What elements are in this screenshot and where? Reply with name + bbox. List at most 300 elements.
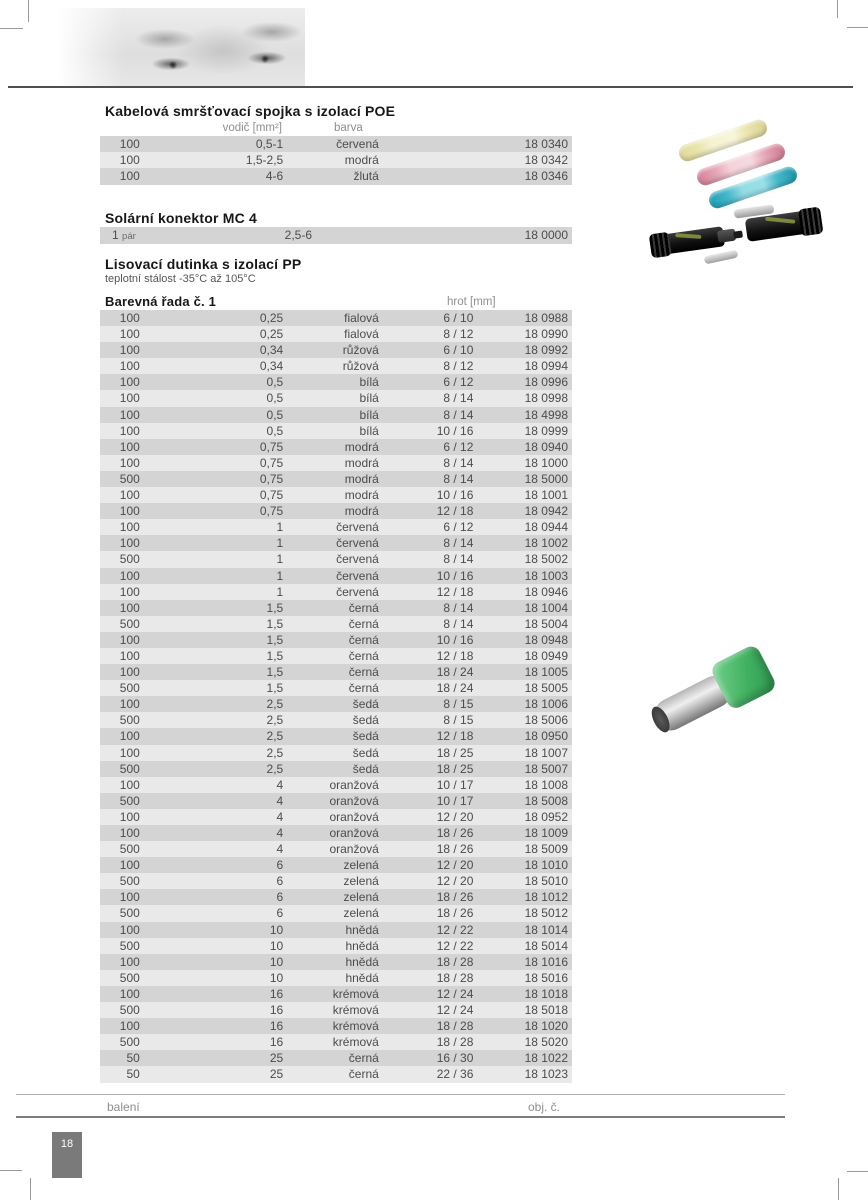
crop-mark <box>838 1178 839 1200</box>
cell-size: 10 <box>269 922 284 937</box>
cell-color: hnědá <box>345 970 379 985</box>
table-row <box>100 986 572 1002</box>
cell-order-number: 18 1010 <box>524 858 568 873</box>
cell-hrot: 10 / 16 <box>436 423 474 438</box>
cell-color: černá <box>348 648 379 663</box>
table-row <box>100 905 572 921</box>
cell-size: 0,34 <box>259 359 284 374</box>
cell-size: 4 <box>276 826 284 840</box>
cell-color: bílá <box>359 423 379 438</box>
cell-color: šedá <box>352 713 379 728</box>
table-row <box>100 841 572 857</box>
cell-order-number: 18 1016 <box>524 954 568 969</box>
cell-order-number: 18 0998 <box>524 391 568 406</box>
mc4-connector-body <box>653 226 725 256</box>
cell-packaging: 100 <box>119 600 140 615</box>
cell-size: 2,5 <box>266 761 284 776</box>
table-row <box>100 809 572 825</box>
cell-size: 1,5 <box>266 600 284 615</box>
cell-size: 4 <box>276 809 284 824</box>
cell-packaging: 500 <box>119 874 140 889</box>
cell-packaging: 100 <box>119 1019 140 1034</box>
cell-size: 16 <box>269 1019 284 1034</box>
table-row <box>100 374 572 390</box>
table-row <box>100 873 572 889</box>
cell-color: modrá <box>344 488 379 503</box>
cell-order-number: 18 0346 <box>524 169 568 184</box>
metal-pin <box>704 250 739 265</box>
cell-packaging: 100 <box>119 777 140 792</box>
cell-color: bílá <box>359 391 379 406</box>
cell-size: 0,75 <box>259 488 284 503</box>
table-row <box>100 423 572 439</box>
mc4-solar-connector-photo <box>652 200 827 272</box>
cell-color: fialová <box>344 327 379 342</box>
table-row <box>100 712 572 728</box>
cell-order-number: 18 0000 <box>524 228 568 242</box>
cell-hrot: 12 / 24 <box>436 1003 474 1018</box>
table-row <box>100 600 572 616</box>
cell-hrot: 18 / 28 <box>436 970 474 985</box>
cell-color: fialová <box>344 311 379 325</box>
crop-mark <box>0 1170 22 1171</box>
cell-order-number: 18 0946 <box>524 584 568 599</box>
cell-size: 10 <box>269 938 284 953</box>
series-label: Barevná řada č. 1 <box>105 294 217 309</box>
cell-hrot: 10 / 16 <box>436 632 474 647</box>
cell-size: 1,5 <box>266 681 284 696</box>
table-row <box>100 455 572 471</box>
table-row <box>100 970 572 986</box>
cell-size: 6 <box>276 858 284 873</box>
cell-color: krémová <box>332 1003 379 1018</box>
cell-color: oranžová <box>329 809 379 824</box>
cell-order-number: 18 0992 <box>524 343 568 358</box>
cell-hrot: 16 / 30 <box>436 1051 474 1066</box>
cell-order-number: 18 5020 <box>524 1035 568 1050</box>
mc4-ridged-nut <box>649 232 672 259</box>
cell-packaging: 100 <box>119 986 140 1001</box>
cell-spacer <box>312 227 473 244</box>
cell-size: 6 <box>276 906 284 921</box>
cell-color: černá <box>348 616 379 631</box>
mc4-qty: 1 <box>112 228 119 242</box>
cell-packaging: 100 <box>119 375 140 390</box>
cell-size: 2,5 <box>266 745 284 760</box>
table-row <box>100 728 572 744</box>
cell-order-number: 18 1012 <box>524 890 568 905</box>
cell-order-number: 18 0342 <box>524 153 568 168</box>
cell-order-number: 18 1001 <box>524 488 568 503</box>
cell-color: zelená <box>343 874 379 889</box>
cell-order-number: 18 0340 <box>524 137 568 151</box>
cell-color: černá <box>348 1051 379 1066</box>
cell-hrot: 18 / 24 <box>436 681 474 696</box>
cell-order-number: 18 4998 <box>524 407 568 422</box>
cell-size: 10 <box>269 970 284 985</box>
cell-size: 0,75 <box>259 471 284 486</box>
cell-size: 2,5-6 <box>284 228 312 242</box>
cell-color: růžová <box>342 343 379 358</box>
cell-color: černá <box>348 600 379 615</box>
cell-packaging: 100 <box>119 954 140 969</box>
cell-size: 0,75 <box>259 455 284 470</box>
mc4-ridged-nut <box>798 207 824 237</box>
cell-hrot: 18 / 25 <box>436 745 474 760</box>
cell-hrot: 18 / 26 <box>436 842 474 857</box>
table-row <box>100 954 572 970</box>
cell-hrot: 18 / 25 <box>436 761 474 776</box>
table-row <box>100 439 572 455</box>
table-row <box>100 1066 572 1082</box>
cell-order-number: 18 5009 <box>524 842 568 857</box>
crop-mark <box>847 1171 868 1172</box>
cell-color: černá <box>348 665 379 680</box>
cell-color: oranžová <box>329 826 379 840</box>
cell-hrot: 8 / 12 <box>443 359 474 374</box>
cell-packaging: 500 <box>119 793 140 808</box>
cell-color: oranžová <box>329 842 379 857</box>
cell-size: 4 <box>276 793 284 808</box>
cell-packaging: 100 <box>119 809 140 824</box>
cell-size: 1,5-2,5 <box>245 153 284 168</box>
table-row <box>100 487 572 503</box>
cell-packaging: 100 <box>119 568 140 583</box>
cell-packaging: 100 <box>119 327 140 342</box>
cell-color: zelená <box>343 906 379 921</box>
crop-mark <box>837 0 838 18</box>
table-row <box>100 1050 572 1066</box>
cell-order-number: 18 1023 <box>524 1067 568 1082</box>
cell-hrot: 10 / 16 <box>436 488 474 503</box>
column-header-hrot: hrot [mm] <box>447 296 496 308</box>
cell-size: 1,5 <box>266 648 284 663</box>
table-row <box>100 938 572 954</box>
table-row <box>100 1018 572 1034</box>
table-row <box>100 551 572 567</box>
cell-hrot: 18 / 28 <box>436 954 474 969</box>
cell-order-number: 18 5018 <box>524 1003 568 1018</box>
cell-color: černá <box>348 632 379 647</box>
table-row <box>100 152 572 168</box>
cell-color: bílá <box>359 407 379 422</box>
crop-mark <box>847 27 868 28</box>
cell-order-number: 18 0944 <box>524 520 568 535</box>
cell-order-number: 18 1003 <box>524 568 568 583</box>
header-rule <box>8 86 853 88</box>
cell-order-number: 18 1014 <box>524 922 568 937</box>
cell-hrot: 18 / 28 <box>436 1019 474 1034</box>
cell-hrot: 8 / 14 <box>443 536 474 551</box>
mc4-marking <box>675 233 701 239</box>
cell-order-number: 18 1008 <box>524 777 568 792</box>
cell-order-number: 18 1018 <box>524 986 568 1001</box>
table-row <box>100 407 572 423</box>
cell-order-number: 18 0940 <box>524 439 568 454</box>
cell-packaging: 500 <box>119 616 140 631</box>
mc4-marking <box>765 217 795 224</box>
cell-hrot: 12 / 20 <box>436 874 474 889</box>
cell-hrot: 12 / 22 <box>436 938 474 953</box>
cell-hrot: 10 / 17 <box>436 793 474 808</box>
cell-hrot: 8 / 12 <box>443 327 474 342</box>
cell-packaging: 100 <box>119 407 140 422</box>
cell-size: 16 <box>269 1035 284 1050</box>
cell-order-number: 18 0994 <box>524 359 568 374</box>
footer-thin-rule <box>16 1094 785 1095</box>
footer-label-baleni: balení <box>107 1100 140 1114</box>
cell-color: šedá <box>352 761 379 776</box>
cell-size: 0,5 <box>266 423 284 438</box>
cell-order-number: 18 1002 <box>524 536 568 551</box>
cell-order-number: 18 1006 <box>524 697 568 712</box>
cell-color: hnědá <box>345 938 379 953</box>
cell-packaging: 100 <box>119 520 140 535</box>
table-row <box>100 136 572 152</box>
cell-hrot <box>379 152 474 168</box>
cell-size: 0,5 <box>266 391 284 406</box>
cell-packaging: 100 <box>119 359 140 374</box>
cell-size: 1,5 <box>266 616 284 631</box>
cell-color: zelená <box>343 890 379 905</box>
cell-hrot <box>379 168 474 184</box>
cell-order-number: 18 5005 <box>524 681 568 696</box>
crop-mark <box>28 0 29 22</box>
cell-hrot: 12 / 20 <box>436 858 474 873</box>
ferrule-assembly <box>644 640 785 749</box>
pp-table <box>100 310 572 1083</box>
table-row <box>100 664 572 680</box>
cell-packaging: 500 <box>119 552 140 567</box>
cell-color: šedá <box>352 729 379 744</box>
cell-size: 16 <box>269 1003 284 1018</box>
cell-hrot: 18 / 26 <box>436 890 474 905</box>
cell-order-number: 18 0996 <box>524 375 568 390</box>
section-title-poe: Kabelová smršťovací spojka s izolací POE <box>105 103 396 119</box>
cell-hrot: 6 / 12 <box>443 439 474 454</box>
cell-color: červená <box>336 552 379 567</box>
cell-order-number: 18 5006 <box>524 713 568 728</box>
cell-order-number: 18 5000 <box>524 471 568 486</box>
cell-hrot: 12 / 18 <box>436 729 474 744</box>
table-row <box>100 889 572 905</box>
cell-packaging: 100 <box>119 536 140 551</box>
heat-shrink-splices-photo <box>665 118 800 213</box>
cell-size: 1 <box>276 568 284 583</box>
cell-color: modrá <box>344 153 379 168</box>
cell-hrot: 12 / 20 <box>436 809 474 824</box>
cell-size: 0,5 <box>266 375 284 390</box>
cell-size: 4 <box>276 777 284 792</box>
cell-size: 0,25 <box>259 327 284 342</box>
cell-size: 1 <box>276 552 284 567</box>
cell-order-number: 18 0942 <box>524 504 568 519</box>
cell-size: 16 <box>269 986 284 1001</box>
cell-hrot: 8 / 14 <box>443 552 474 567</box>
cell-order-number: 18 0950 <box>524 729 568 744</box>
cell-hrot: 12 / 24 <box>436 986 474 1001</box>
green-insulated-ferrule-photo <box>648 642 788 742</box>
cell-packaging: 500 <box>119 713 140 728</box>
cell-packaging: 100 <box>119 665 140 680</box>
table-row <box>100 1034 572 1050</box>
cell-size: 4 <box>276 842 284 857</box>
cell-packaging: 500 <box>119 681 140 696</box>
cell-hrot: 8 / 14 <box>443 600 474 615</box>
cell-packaging: 100 <box>119 455 140 470</box>
cell-order-number: 18 0990 <box>524 327 568 342</box>
cell-hrot: 8 / 14 <box>443 391 474 406</box>
table-row <box>100 825 572 841</box>
cell-packaging: 100 <box>119 697 140 712</box>
cell-packaging: 100 <box>119 632 140 647</box>
cell-order-number: 18 5014 <box>524 938 568 953</box>
cell-order-number: 18 1007 <box>524 745 568 760</box>
cell-packaging: 100 <box>119 137 140 151</box>
page-number: 18 <box>60 1138 74 1150</box>
cell-hrot: 10 / 17 <box>436 777 474 792</box>
cell-color: hnědá <box>345 922 379 937</box>
cell-packaging: 100 <box>119 423 140 438</box>
section-title-mc4: Solární konektor MC 4 <box>105 210 258 226</box>
cell-order-number: 18 5004 <box>524 616 568 631</box>
cell-color: šedá <box>352 697 379 712</box>
cell-color: oranžová <box>329 777 379 792</box>
cell-packaging: 100 <box>119 745 140 760</box>
cell-packaging: 100 <box>119 343 140 358</box>
page-number-badge <box>52 1132 82 1178</box>
cell-order-number: 18 5016 <box>524 970 568 985</box>
cell-color: hnědá <box>345 954 379 969</box>
cell-packaging: 100 <box>119 584 140 599</box>
cell-hrot: 10 / 16 <box>436 568 474 583</box>
cell-hrot: 12 / 22 <box>436 922 474 937</box>
cell-packaging: 50 <box>126 1067 140 1082</box>
cell-size: 2,5 <box>266 713 284 728</box>
cell-packaging: 100 <box>119 504 140 519</box>
cell-size: 6 <box>276 890 284 905</box>
table-row <box>100 310 572 326</box>
cell-size: 1 <box>276 536 284 551</box>
table-row <box>100 584 572 600</box>
cell-color: červená <box>336 536 379 551</box>
cell-hrot: 6 / 12 <box>443 520 474 535</box>
footer-thick-rule <box>16 1116 785 1118</box>
cell-order-number: 18 0952 <box>524 809 568 824</box>
table-row <box>100 1002 572 1018</box>
cell-order-number: 18 1005 <box>524 665 568 680</box>
cell-hrot: 18 / 24 <box>436 665 474 680</box>
cell-packaging: 100 <box>119 169 140 184</box>
poe-table <box>100 136 572 185</box>
table-row <box>100 390 572 406</box>
cell-hrot: 12 / 18 <box>436 648 474 663</box>
cell-order-number: 18 1020 <box>524 1019 568 1034</box>
cell-hrot: 8 / 14 <box>443 616 474 631</box>
table-row <box>100 857 572 873</box>
cell-hrot: 22 / 36 <box>436 1067 474 1082</box>
cell-packaging: 100 <box>119 648 140 663</box>
cell-size: 25 <box>269 1067 284 1082</box>
table-row <box>100 745 572 761</box>
cell-order-number: 18 1022 <box>524 1051 568 1066</box>
cell-color: černá <box>348 681 379 696</box>
table-row <box>100 503 572 519</box>
table-row <box>100 922 572 938</box>
cell-packaging: 100 <box>119 729 140 744</box>
table-row <box>100 777 572 793</box>
cell-color: zelená <box>343 858 379 873</box>
table-row <box>100 616 572 632</box>
table-row <box>100 568 572 584</box>
cell-hrot: 8 / 14 <box>443 471 474 486</box>
cell-hrot: 6 / 10 <box>443 311 474 325</box>
cell-packaging: 500 <box>119 938 140 953</box>
cell-color: modrá <box>344 439 379 454</box>
cell-color: krémová <box>332 1035 379 1050</box>
cell-hrot: 6 / 12 <box>443 375 474 390</box>
cell-order-number: 18 1004 <box>524 600 568 615</box>
cell-size: 0,75 <box>259 504 284 519</box>
cell-packaging: 100 <box>119 153 140 168</box>
cell-size: 0,5 <box>266 407 284 422</box>
cell-color: růžová <box>342 359 379 374</box>
cell-color: šedá <box>352 745 379 760</box>
cell-hrot: 12 / 18 <box>436 504 474 519</box>
table-row <box>100 761 572 777</box>
cell-size: 0,5-1 <box>255 137 284 151</box>
cell-size: 2,5 <box>266 729 284 744</box>
cell-size: 4-6 <box>265 169 284 184</box>
cell-packaging: 500 <box>119 761 140 776</box>
cell-size: 1,5 <box>266 665 284 680</box>
crop-mark <box>0 28 23 29</box>
cell-size: 10 <box>269 954 284 969</box>
cell-color: červená <box>336 137 379 151</box>
cell-size: 2,5 <box>266 697 284 712</box>
cell-order-number: 18 5010 <box>524 874 568 889</box>
cell-hrot: 18 / 28 <box>436 1035 474 1050</box>
cell-order-number: 18 0999 <box>524 423 568 438</box>
cell-hrot: 8 / 14 <box>443 407 474 422</box>
cell-packaging: 100 <box>119 439 140 454</box>
table-row <box>100 648 572 664</box>
table-row <box>100 168 572 184</box>
cell-packaging: 100 <box>119 890 140 905</box>
cell-hrot: 12 / 18 <box>436 584 474 599</box>
column-header-barva: barva <box>334 122 363 134</box>
cell-order-number: 18 0949 <box>524 648 568 663</box>
cell-color: žlutá <box>353 169 379 184</box>
cell-color: černá <box>348 1067 379 1082</box>
cell-packaging: 100 <box>119 391 140 406</box>
cell-packaging: 500 <box>119 1003 140 1018</box>
mc4-connector-tip <box>733 231 743 239</box>
cell-color: oranžová <box>329 793 379 808</box>
cell-order-number: 18 5002 <box>524 552 568 567</box>
mc4-qty-unit: pár <box>122 231 136 242</box>
cell-size: 6 <box>276 874 284 889</box>
cell-color: červená <box>336 584 379 599</box>
cell-packaging: 50 <box>126 1051 140 1066</box>
cell-packaging: 100 <box>119 858 140 873</box>
table-row <box>100 519 572 535</box>
cell-hrot: 18 / 26 <box>436 826 474 840</box>
cell-order-number: 18 1009 <box>524 826 568 840</box>
cell-color: modrá <box>344 471 379 486</box>
cell-order-number: 18 5008 <box>524 793 568 808</box>
cell-size: 1 <box>276 520 284 535</box>
